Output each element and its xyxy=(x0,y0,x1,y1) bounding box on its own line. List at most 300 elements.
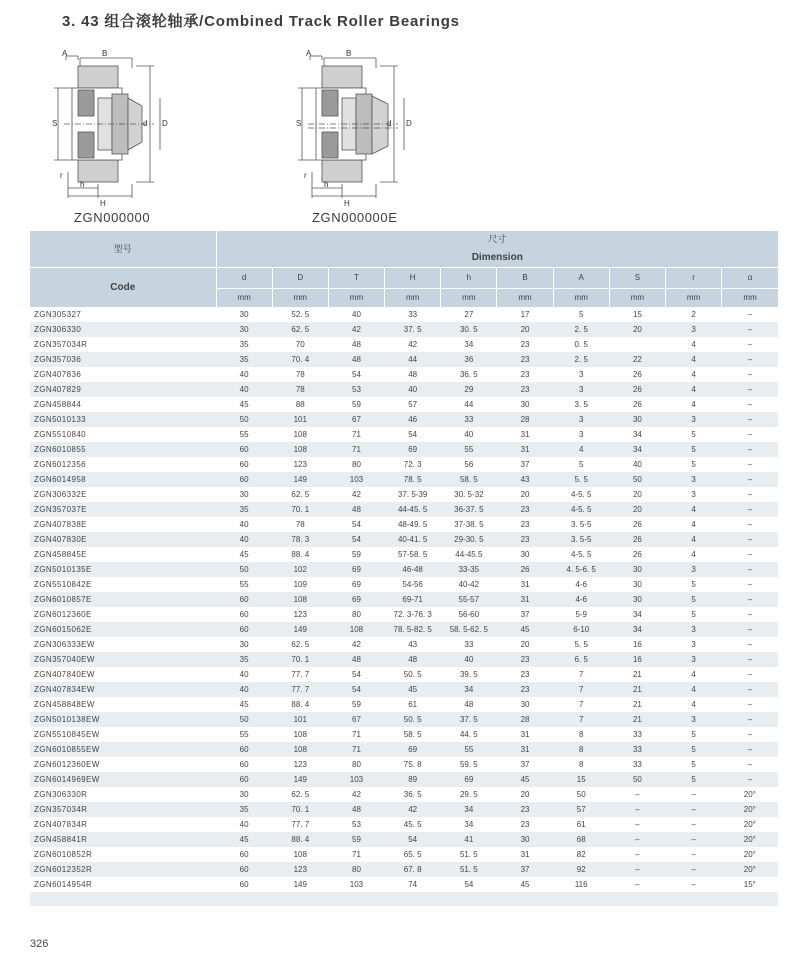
label-h: h xyxy=(324,180,329,189)
dimension-cell: 80 xyxy=(328,457,384,472)
bearing-drawing-eccentric xyxy=(294,48,424,208)
dimension-cell: 42 xyxy=(385,802,441,817)
bearing-code: ZGN5010135E xyxy=(30,562,216,577)
dimension-cell: 17 xyxy=(497,307,553,322)
dimension-cell: 40 xyxy=(216,682,272,697)
unit-header: mm xyxy=(216,289,272,308)
dimension-cell: 89 xyxy=(385,772,441,787)
dimension-cell: 30 xyxy=(216,637,272,652)
code-header-en: Code xyxy=(30,268,216,308)
symbol-header: h xyxy=(441,268,497,289)
dimension-cell: 20 xyxy=(609,502,665,517)
table-row xyxy=(30,502,778,517)
dimension-cell: 4 xyxy=(666,397,722,412)
dimension-cell: 34 xyxy=(441,682,497,697)
dimension-cell: 108 xyxy=(272,847,328,862)
dimension-cell: 54 xyxy=(385,427,441,442)
dimension-cell: 5 xyxy=(666,442,722,457)
dimension-cell: – xyxy=(722,637,778,652)
dimension-cell: 72. 3-76. 3 xyxy=(385,607,441,622)
dimension-cell: – xyxy=(722,472,778,487)
table-row xyxy=(30,352,778,367)
table-row xyxy=(30,862,778,877)
dimension-cell: 34 xyxy=(609,607,665,622)
dimension-cell: 30 xyxy=(609,412,665,427)
dimension-cell: 57-58. 5 xyxy=(385,547,441,562)
table-row xyxy=(30,697,778,712)
dimension-cell: 4-5. 5 xyxy=(553,487,609,502)
table-row xyxy=(30,787,778,802)
dimension-cell: 55-57 xyxy=(441,592,497,607)
dimension-cell: 60 xyxy=(216,877,272,892)
table-row xyxy=(30,877,778,892)
symbol-header: A xyxy=(553,268,609,289)
dimension-cell: 48 xyxy=(385,652,441,667)
dimension-cell: 50 xyxy=(216,712,272,727)
dimension-cell: 16 xyxy=(609,652,665,667)
label-B: B xyxy=(102,49,108,58)
dimension-cell: 54 xyxy=(328,532,384,547)
dimension-cell: 108 xyxy=(272,427,328,442)
dimension-cell: 20° xyxy=(722,862,778,877)
dimension-cell: 30 xyxy=(216,322,272,337)
table-row xyxy=(30,322,778,337)
dimension-cell: 30 xyxy=(609,592,665,607)
table-row xyxy=(30,757,778,772)
dimension-cell: 29 xyxy=(441,382,497,397)
dimension-cell: 16 xyxy=(609,637,665,652)
dimension-cell: 108 xyxy=(272,727,328,742)
dimension-cell: 20 xyxy=(497,487,553,502)
dimension-cell: 15° xyxy=(722,877,778,892)
dimension-cell: 22 xyxy=(609,352,665,367)
dimension-cell: 65. 5 xyxy=(385,847,441,862)
dimension-cell: 62. 5 xyxy=(272,787,328,802)
dimension-cell: 20 xyxy=(497,637,553,652)
dimension-header-zh: 尺寸 xyxy=(216,231,778,248)
dimension-cell: 43 xyxy=(385,637,441,652)
dimension-cell: 69 xyxy=(328,592,384,607)
dimension-cell: 50 xyxy=(553,787,609,802)
dimension-cell: – xyxy=(722,607,778,622)
dimension-cell: 149 xyxy=(272,622,328,637)
table-row xyxy=(30,832,778,847)
dimension-cell: 6-10 xyxy=(553,622,609,637)
table-row xyxy=(30,742,778,757)
dimension-cell: – xyxy=(609,877,665,892)
dimension-cell: 77. 7 xyxy=(272,667,328,682)
dimension-cell: 7 xyxy=(553,682,609,697)
dimension-cell: – xyxy=(722,352,778,367)
dimension-cell: – xyxy=(722,517,778,532)
table-row xyxy=(30,457,778,472)
dimension-cell: 26 xyxy=(497,562,553,577)
dimension-cell: 67. 8 xyxy=(385,862,441,877)
dimension-cell: 3 xyxy=(666,637,722,652)
bearing-code: ZGN407836 xyxy=(30,367,216,382)
dimension-cell: 88. 4 xyxy=(272,697,328,712)
dimension-cell: 4-6 xyxy=(553,592,609,607)
dimension-cell: 44-45. 5 xyxy=(385,502,441,517)
table-row xyxy=(30,577,778,592)
dimension-cell: 69-71 xyxy=(385,592,441,607)
dimension-cell: 5. 5 xyxy=(553,472,609,487)
dimension-cell: 34 xyxy=(609,427,665,442)
dimension-cell: 59 xyxy=(328,397,384,412)
bearing-code: ZGN407829 xyxy=(30,382,216,397)
bearing-code: ZGN6014958 xyxy=(30,472,216,487)
dimension-cell: 30 xyxy=(497,697,553,712)
dimension-cell: 123 xyxy=(272,457,328,472)
dimension-cell: 55 xyxy=(216,577,272,592)
bearing-code: ZGN357037E xyxy=(30,502,216,517)
dimension-cell: 70. 1 xyxy=(272,802,328,817)
bearing-code: ZGN357034R xyxy=(30,337,216,352)
dimension-cell: – xyxy=(722,457,778,472)
dimension-cell: 102 xyxy=(272,562,328,577)
dimension-cell: 4-5. 5 xyxy=(553,547,609,562)
dimension-cell: – xyxy=(722,742,778,757)
bearing-code: ZGN458845E xyxy=(30,547,216,562)
dimension-cell: 33 xyxy=(609,757,665,772)
dimension-cell: 0. 5 xyxy=(553,337,609,352)
dimension-cell: 35 xyxy=(216,337,272,352)
dimension-cell: 4-5. 5 xyxy=(553,502,609,517)
dimension-cell: 30 xyxy=(216,487,272,502)
label-D: D xyxy=(406,119,412,128)
dimension-cell: 35 xyxy=(216,502,272,517)
dimension-cell: 15 xyxy=(553,772,609,787)
dimension-cell: 108 xyxy=(328,622,384,637)
dimension-cell: – xyxy=(722,427,778,442)
dimension-cell: 60 xyxy=(216,592,272,607)
dimension-cell: 3 xyxy=(666,487,722,502)
table-row xyxy=(30,622,778,637)
table-row xyxy=(30,847,778,862)
dimension-cell: 31 xyxy=(497,442,553,457)
bearing-drawing-standard xyxy=(50,48,180,208)
dimension-cell: – xyxy=(722,697,778,712)
dimension-cell: 3 xyxy=(666,562,722,577)
dimension-cell: 44. 5 xyxy=(441,727,497,742)
dimension-cell: 40-41. 5 xyxy=(385,532,441,547)
dimension-cell: 21 xyxy=(609,682,665,697)
dimension-cell: 26 xyxy=(609,397,665,412)
dimension-cell: – xyxy=(722,487,778,502)
table-body xyxy=(30,307,778,892)
table-row xyxy=(30,367,778,382)
unit-header: mm xyxy=(553,289,609,308)
dimension-cell: 48 xyxy=(328,502,384,517)
bearing-code: ZGN458844 xyxy=(30,397,216,412)
bearing-code: ZGN5010138EW xyxy=(30,712,216,727)
dimension-cell xyxy=(609,337,665,352)
dimension-cell: 29-30. 5 xyxy=(441,532,497,547)
dimension-cell: – xyxy=(666,862,722,877)
dimension-cell: 67 xyxy=(328,712,384,727)
dimension-cell: 5 xyxy=(666,592,722,607)
dimension-cell: 62. 5 xyxy=(272,487,328,502)
dimension-cell: 48 xyxy=(441,697,497,712)
dimension-cell: 75. 8 xyxy=(385,757,441,772)
dimension-cell: 35 xyxy=(216,352,272,367)
dimension-cell: – xyxy=(666,832,722,847)
label-S: S xyxy=(296,119,302,128)
dimension-cell: 37 xyxy=(497,862,553,877)
dimension-cell: 109 xyxy=(272,577,328,592)
label-r: r xyxy=(60,171,63,180)
dimension-cell: 57 xyxy=(553,802,609,817)
dimension-cell: 50 xyxy=(216,412,272,427)
dimension-cell: 54 xyxy=(328,667,384,682)
dimension-cell: – xyxy=(722,367,778,382)
dimension-cell: – xyxy=(609,802,665,817)
dimension-cell: – xyxy=(722,532,778,547)
bearing-code: ZGN5510842E xyxy=(30,577,216,592)
label-d: d xyxy=(143,119,148,128)
dimension-cell: 21 xyxy=(609,712,665,727)
dimension-cell: – xyxy=(722,397,778,412)
dimension-cell: – xyxy=(722,577,778,592)
dimension-cell: 4 xyxy=(553,442,609,457)
dimension-cell: 60 xyxy=(216,622,272,637)
dimension-cell: 5. 5 xyxy=(553,637,609,652)
dimension-cell: 5 xyxy=(666,427,722,442)
dimension-cell: 70 xyxy=(272,337,328,352)
bearing-code: ZGN6010852R xyxy=(30,847,216,862)
dimension-cell: 6. 5 xyxy=(553,652,609,667)
dimension-cell: 33 xyxy=(441,637,497,652)
bearing-code: ZGN407840EW xyxy=(30,667,216,682)
dimension-cell: 69 xyxy=(441,772,497,787)
table-row xyxy=(30,637,778,652)
dimension-cell: 60 xyxy=(216,607,272,622)
bearing-code: ZGN407834EW xyxy=(30,682,216,697)
dimension-cell: 82 xyxy=(553,847,609,862)
unit-header: mm xyxy=(722,289,778,308)
dimension-cell: 37 xyxy=(497,457,553,472)
dimension-cell: 88. 4 xyxy=(272,832,328,847)
dimension-cell: 3 xyxy=(666,652,722,667)
dimension-cell: 3 xyxy=(553,412,609,427)
dimension-cell: 41 xyxy=(441,832,497,847)
dimension-cell: 48 xyxy=(328,337,384,352)
dimension-cell: 80 xyxy=(328,607,384,622)
dimension-cell: 30 xyxy=(497,832,553,847)
dimension-cell: 71 xyxy=(328,442,384,457)
dimension-cell: 4 xyxy=(666,667,722,682)
dimension-cell: 101 xyxy=(272,412,328,427)
dimension-cell: 34 xyxy=(441,817,497,832)
dimension-cell: 48 xyxy=(328,652,384,667)
dimension-cell: – xyxy=(722,337,778,352)
dimension-cell: 51. 5 xyxy=(441,862,497,877)
dimension-cell: 40 xyxy=(216,667,272,682)
bearing-code: ZGN407834R xyxy=(30,817,216,832)
dimension-cell: 35 xyxy=(216,802,272,817)
dimension-cell: – xyxy=(722,307,778,322)
dimension-cell: 7 xyxy=(553,697,609,712)
dimension-cell: 7 xyxy=(553,667,609,682)
dimension-cell: – xyxy=(666,817,722,832)
table-footer-band xyxy=(30,892,778,906)
bearing-code: ZGN357036 xyxy=(30,352,216,367)
dimension-cell: 31 xyxy=(497,577,553,592)
dimension-cell: – xyxy=(722,622,778,637)
dimension-cell: 72. 3 xyxy=(385,457,441,472)
dimension-cell: 68 xyxy=(553,832,609,847)
dimension-cell: 42 xyxy=(328,322,384,337)
dimension-cell: 33 xyxy=(385,307,441,322)
dimension-cell: 45 xyxy=(216,832,272,847)
dimension-cell: – xyxy=(609,787,665,802)
dimension-cell: 78 xyxy=(272,517,328,532)
bearing-code: ZGN306332E xyxy=(30,487,216,502)
dimension-cell: 4 xyxy=(666,382,722,397)
bearing-code: ZGN6010855 xyxy=(30,442,216,457)
dimension-cell: 55 xyxy=(216,727,272,742)
dimension-cell: – xyxy=(609,847,665,862)
symbol-header: D xyxy=(272,268,328,289)
dimension-cell: 62. 5 xyxy=(272,637,328,652)
bearing-code: ZGN458841R xyxy=(30,832,216,847)
dimension-cell: 40 xyxy=(441,427,497,442)
symbol-header: S xyxy=(609,268,665,289)
label-A: A xyxy=(62,49,68,58)
dimension-cell: – xyxy=(722,502,778,517)
dimension-cell: 36 xyxy=(441,352,497,367)
bearing-code: ZGN6010857E xyxy=(30,592,216,607)
dimension-cell: 149 xyxy=(272,472,328,487)
dimension-cell: 80 xyxy=(328,757,384,772)
dimension-cell: 54 xyxy=(328,517,384,532)
bearing-code: ZGN5010133 xyxy=(30,412,216,427)
dimension-cell: 23 xyxy=(497,337,553,352)
dimension-cell: 40 xyxy=(385,382,441,397)
dimension-cell: 56 xyxy=(441,457,497,472)
dimension-cell: 45 xyxy=(497,622,553,637)
label-A: A xyxy=(306,49,312,58)
dimension-cell: 54 xyxy=(385,832,441,847)
dimension-cell: 44-45.5 xyxy=(441,547,497,562)
dimension-cell: 58. 5 xyxy=(441,472,497,487)
dimension-cell: 40 xyxy=(441,652,497,667)
symbol-header: T xyxy=(328,268,384,289)
label-h: h xyxy=(80,180,85,189)
dimension-cell: 20° xyxy=(722,802,778,817)
dimension-cell: 71 xyxy=(328,427,384,442)
bearing-code: ZGN6014969EW xyxy=(30,772,216,787)
dimension-cell: 34 xyxy=(609,442,665,457)
dimension-cell: 34 xyxy=(441,337,497,352)
dimension-cell: 61 xyxy=(385,697,441,712)
dimension-cell: 5 xyxy=(666,577,722,592)
dimension-cell: 30. 5-32 xyxy=(441,487,497,502)
table-row xyxy=(30,802,778,817)
dimension-cell: 37. 5 xyxy=(441,712,497,727)
dimension-cell: 40 xyxy=(216,517,272,532)
dimension-cell: 40 xyxy=(609,457,665,472)
dimension-cell: 5 xyxy=(666,742,722,757)
unit-header: mm xyxy=(609,289,665,308)
dimension-cell: 20 xyxy=(609,487,665,502)
unit-header: mm xyxy=(272,289,328,308)
dimension-cell: – xyxy=(609,817,665,832)
bearing-code: ZGN6010855EW xyxy=(30,742,216,757)
dimension-cell: – xyxy=(722,382,778,397)
dimension-cell: 31 xyxy=(497,592,553,607)
dimension-cell: 123 xyxy=(272,862,328,877)
dimension-cell: 48-49. 5 xyxy=(385,517,441,532)
table-row xyxy=(30,442,778,457)
dimension-cell: 69 xyxy=(385,442,441,457)
dimension-cell: 5-9 xyxy=(553,607,609,622)
dimension-cell: 60 xyxy=(216,847,272,862)
dimension-cell: 33-35 xyxy=(441,562,497,577)
dimension-cell: 48 xyxy=(328,802,384,817)
dimension-cell: 30 xyxy=(497,397,553,412)
dimension-cell: 33 xyxy=(609,742,665,757)
dimension-cell: 54 xyxy=(441,877,497,892)
dimension-cell: 55 xyxy=(216,427,272,442)
dimension-cell: 4. 5-6. 5 xyxy=(553,562,609,577)
dimension-cell: 33 xyxy=(609,727,665,742)
dimension-cell: – xyxy=(722,562,778,577)
dimension-cell: 54 xyxy=(328,682,384,697)
dimension-cell: 3 xyxy=(666,622,722,637)
code-header-zh: 型号 xyxy=(30,231,216,268)
dimension-cell: 26 xyxy=(609,517,665,532)
dimension-cell: 4 xyxy=(666,547,722,562)
dimension-cell: 40-42 xyxy=(441,577,497,592)
dimension-cell: 37 xyxy=(497,607,553,622)
dimension-cell: – xyxy=(722,757,778,772)
page-title: 3. 43 组合滚轮轴承/Combined Track Roller Bearings xyxy=(62,13,460,30)
dimension-cell: – xyxy=(666,787,722,802)
dimension-cell: 88 xyxy=(272,397,328,412)
label-S: S xyxy=(52,119,58,128)
dimension-cell: 3 xyxy=(553,382,609,397)
bearing-code: ZGN357040EW xyxy=(30,652,216,667)
table-row xyxy=(30,517,778,532)
dimension-cell: 42 xyxy=(328,787,384,802)
dimension-cell: 70. 1 xyxy=(272,502,328,517)
dimension-cell: 23 xyxy=(497,817,553,832)
table-row xyxy=(30,532,778,547)
dimension-cell: 59 xyxy=(328,697,384,712)
dimension-cell: 44 xyxy=(441,397,497,412)
unit-header: mm xyxy=(385,289,441,308)
dimension-cell: 5 xyxy=(666,727,722,742)
dimension-cell: 61 xyxy=(553,817,609,832)
table-row xyxy=(30,337,778,352)
dimension-cell: – xyxy=(666,847,722,862)
dimension-cell: 5 xyxy=(666,757,722,772)
label-H: H xyxy=(100,199,106,208)
dimension-cell: 2. 5 xyxy=(553,322,609,337)
table-row xyxy=(30,547,778,562)
dimension-cell: 31 xyxy=(497,727,553,742)
dimension-cell: 26 xyxy=(609,367,665,382)
dimension-cell: 62. 5 xyxy=(272,322,328,337)
dimension-cell: 56-60 xyxy=(441,607,497,622)
dimension-cell: – xyxy=(722,772,778,787)
dimension-cell: 5 xyxy=(553,457,609,472)
symbol-header: B xyxy=(497,268,553,289)
table-row xyxy=(30,487,778,502)
dimension-cell: 8 xyxy=(553,742,609,757)
bearing-dimension-table xyxy=(30,231,778,906)
